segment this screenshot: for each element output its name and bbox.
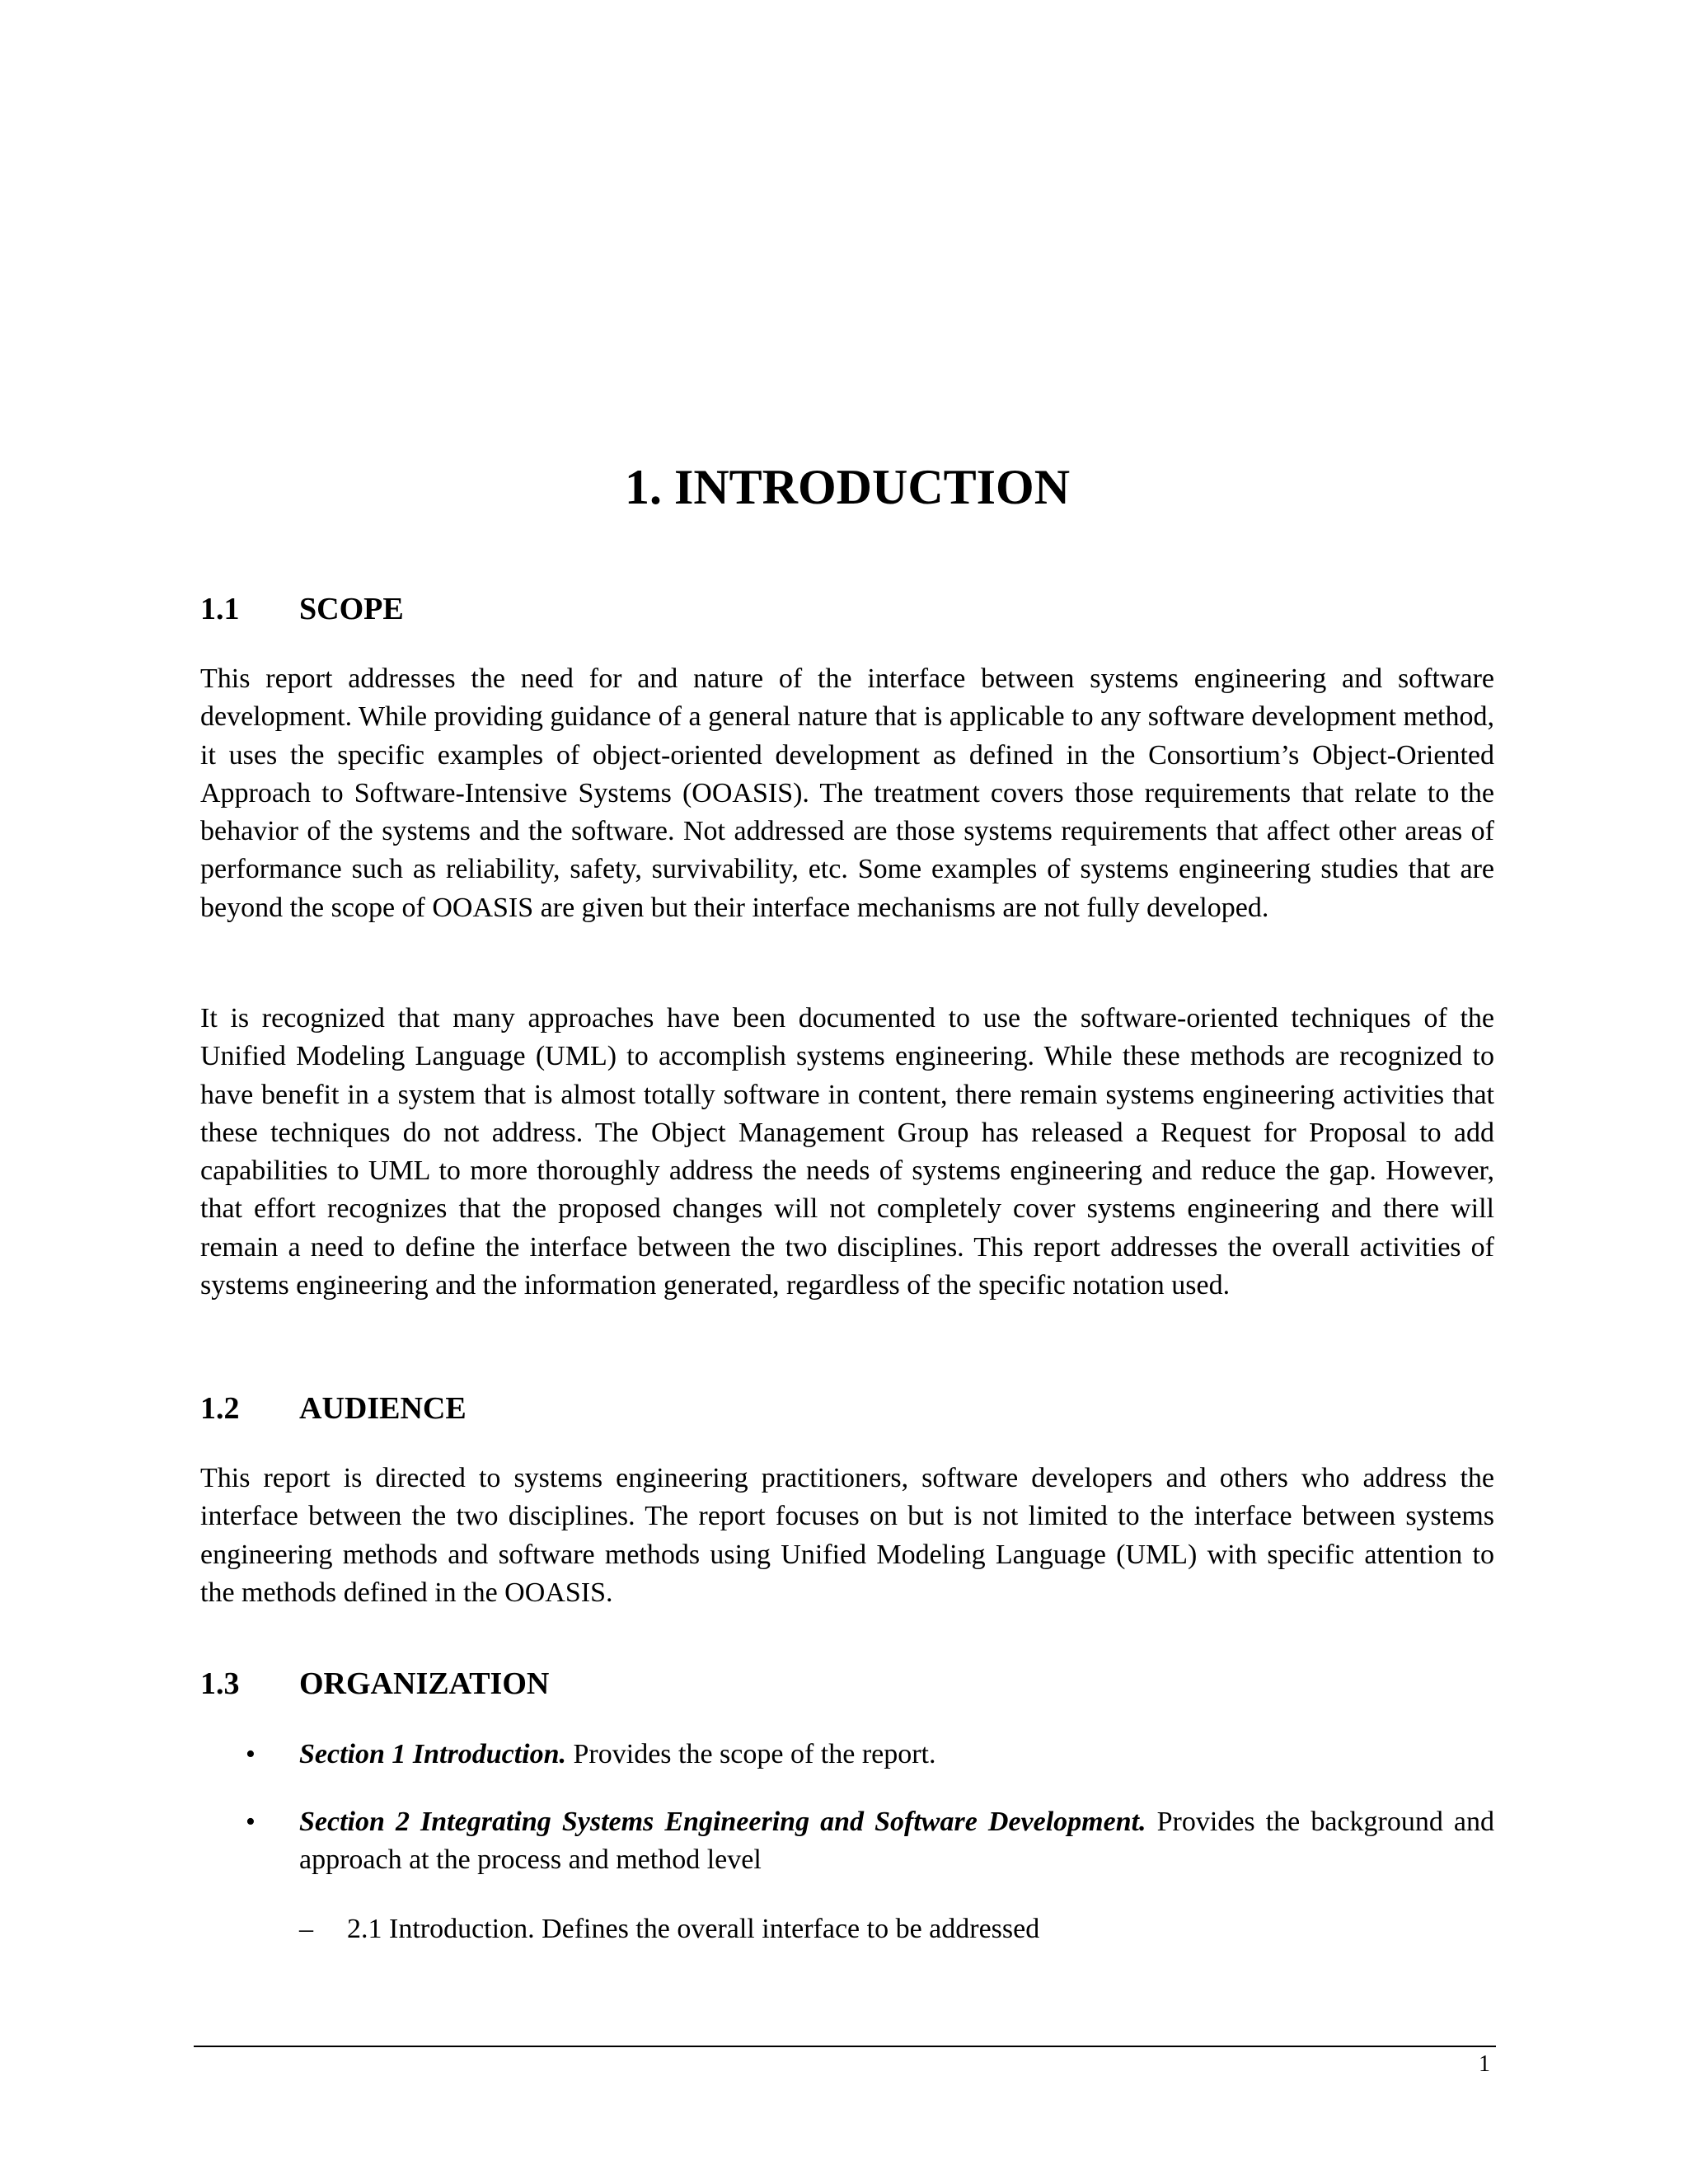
section-title: AUDIENCE: [299, 1391, 467, 1426]
organization-bullet-item: [200, 1803, 1494, 1880]
organization-subitem: [200, 1910, 1494, 1948]
section-number: 1.1: [200, 592, 240, 626]
bullet-icon: •: [246, 1807, 256, 1837]
subitem-text: 2.1 Introduction. Defines the overall interface to be addressed: [347, 1914, 1040, 1944]
bullet-description: Provides the scope of the report.: [566, 1739, 936, 1769]
dash-icon: –: [299, 1914, 313, 1944]
bullet-text: [299, 1736, 1494, 1774]
bullet-description: Provides the background and approach at the process and method level: [299, 1807, 1495, 1876]
bullet-text: [299, 1803, 1494, 1880]
section-heading-scope: [200, 591, 404, 629]
chapter-title: 1. INTRODUCTION: [624, 460, 1071, 514]
scope-paragraph-1: This report addresses the need for and nature of the interface between systems engineering and software development. While providing guidance of a general nature that is applicable to any software development method, it uses the specific examples of object-oriented development as defined in the Consortium’s Object-Oriented Approach to Software-Intensive Systems (OOASIS). The treatment covers those requirements that relate to the behavior of the systems and the software. Not addressed are those systems requirements that affect other areas of performance such as reliability, safety, survivability, etc. Some examples of systems engineering studies that are beyond the scope of OOASIS are given but their interface mechanisms are not fully developed.: [200, 663, 1494, 923]
scope-paragraph-2: It is recognized that many approaches have been documented to use the software-oriented techniques of the Unified Modeling Language (UML) to accomplish systems engineering. While these methods are recognized to have benefit in a system that is almost totally software in content, there remain systems engineering activities that these techniques do not address. The Object Management Group has released a Request for Proposal to add capabilities to UML to more thoroughly address the needs of systems engineering and reduce the gap. However, that effort recognizes that the proposed changes will not completely cover systems engineering and there will remain a need to define the interface between the two disciplines. This report addresses the overall activities of systems engineering and the information generated, regardless of the specific notation used.: [200, 1003, 1494, 1301]
section-number: 1.3: [200, 1666, 240, 1701]
section-heading-organization: [200, 1666, 549, 1704]
organization-bullet-item: [200, 1736, 1494, 1774]
bullet-icon: •: [246, 1739, 256, 1769]
audience-paragraph: This report is directed to systems engineering practitioners, software developers and others who address the interface between the two disciplines. The report focuses on but is not limited to the interface between systems engineering methods and software methods using Unified Modeling Language (UML) with specific attention to the methods defined in the OOASIS.: [200, 1463, 1494, 1608]
footer-rule: [194, 2046, 1496, 2047]
bullet-lead: Section 2 Integrating Systems Engineering and Software Development.: [299, 1807, 1146, 1837]
bullet-lead: Section 1 Introduction.: [299, 1739, 567, 1769]
page-number: 1: [1479, 2051, 1490, 2077]
section-title: SCOPE: [299, 592, 404, 626]
section-title: ORGANIZATION: [299, 1666, 550, 1701]
section-heading-audience: [200, 1390, 467, 1428]
section-number: 1.2: [200, 1391, 240, 1426]
